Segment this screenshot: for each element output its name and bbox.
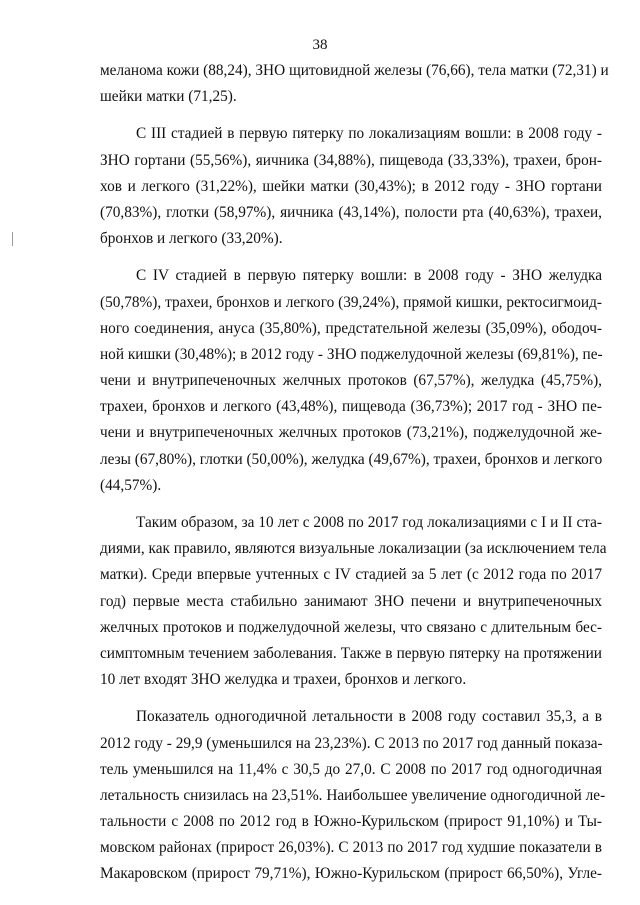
text-line: меланома кожи (88,24), ЗНО щитовидной железы (76,66), тела матки (72,31) и — [100, 62, 609, 79]
text-line: мовском районах (прирост 26,03%). С 2013 по 2017 год худшие показатели в — [100, 839, 602, 857]
text-line: диями, как правило, являются визуальные локализации (за исключением тела — [100, 540, 607, 558]
paragraph-mortality — [100, 704, 606, 887]
text-line: хов и легкого (31,22%), шейки матки (30,43%); в 2012 году - ЗНО гортани — [100, 177, 602, 195]
text-line: ЗНО гортани (55,56%), яичника (34,88%), пищевода (33,33%), трахеи, брон- — [100, 151, 602, 169]
text-line: летальность снизилась на 23,51%. Наибольшее увеличение одногодичной ле- — [100, 786, 606, 804]
text-line: С III стадией в первую пятерку по локализациям вошли: в 2008 году - — [136, 125, 602, 143]
text-line: тель уменьшился на 11,4% с 30,5 до 27,0. С 2008 по 2017 год одногодичная — [100, 760, 602, 778]
text-line: ной кишки (30,48%); в 2012 году - ЗНО поджелудочной железы (69,81%), пе- — [100, 345, 603, 363]
text-line: (44,57%). — [100, 476, 162, 494]
text-line: тальности с 2008 по 2012 год в Южно-Курильском (прирост 91,10%) и Ты- — [100, 813, 602, 831]
text-line: (50,78%), трахеи, бронхов и легкого (39,24%), прямой кишки, ректосигмоид- — [100, 293, 602, 311]
paragraph-summary — [100, 510, 607, 693]
text-line: 10 лет входят ЗНО желудка и трахеи, бронхов и легкого. — [100, 671, 467, 689]
text-line: год) первые места стабильно занимают ЗНО печени и внутрипеченочных — [100, 592, 602, 610]
text-line: симптомным течением заболевания. Также в первую пятерку на протяжении — [100, 644, 602, 662]
text-line: желчных протоков и поджелудочной железы, что связано с длительным бес- — [100, 618, 602, 636]
text-line: Макаровском (прирост 79,71%), Южно-Курильском (прирост 66,50%), Угле- — [100, 865, 602, 883]
paragraph-continuation — [100, 58, 609, 110]
text-line: 2012 году - 29,9 (уменьшился на 23,23%). С 2013 по 2017 год данный показа- — [100, 734, 603, 752]
text-line: трахеи, бронхов и легкого (43,48%), пищевода (36,73%); 2017 год - ЗНО пе- — [100, 398, 602, 416]
text-line: (70,83%), глотки (58,97%), яичника (43,14%), полости рта (40,63%), трахеи, — [100, 203, 602, 221]
body-text — [100, 58, 609, 888]
text-line: ного соединения, ануса (35,80%), предстательной железы (35,09%), ободоч- — [100, 319, 602, 337]
margin-mark — [12, 232, 13, 246]
text-line: бронхов и легкого (33,20%). — [100, 230, 283, 248]
paragraph-stage-4 — [100, 263, 602, 499]
page-number: 38 — [312, 37, 328, 53]
text-line: Показатель одногодичной летальности в 2008 году составил 35,3, а в — [136, 708, 602, 726]
text-line: чени и внутрипеченочных желчных протоков (73,21%), поджелудочной же- — [100, 424, 602, 442]
text-line: чени и внутрипеченочных желчных протоков (67,57%), желудка (45,75%), — [100, 372, 602, 390]
paragraph-stage-3 — [100, 121, 602, 252]
text-line: лезы (67,80%), глотки (50,00%), желудка (49,67%), трахеи, бронхов и легкого — [100, 450, 603, 468]
text-line: шейки матки (71,25). — [100, 88, 237, 106]
text-line: С IV стадией в первую пятерку вошли: в 2008 году - ЗНО желудка — [136, 267, 602, 285]
text-line: матки). Среди впервые учтенных с IV стадией за 5 лет (с 2012 года по 2017 — [100, 566, 602, 584]
text-line: Таким образом, за 10 лет с 2008 по 2017 год локализациями с I и II ста- — [136, 514, 602, 531]
